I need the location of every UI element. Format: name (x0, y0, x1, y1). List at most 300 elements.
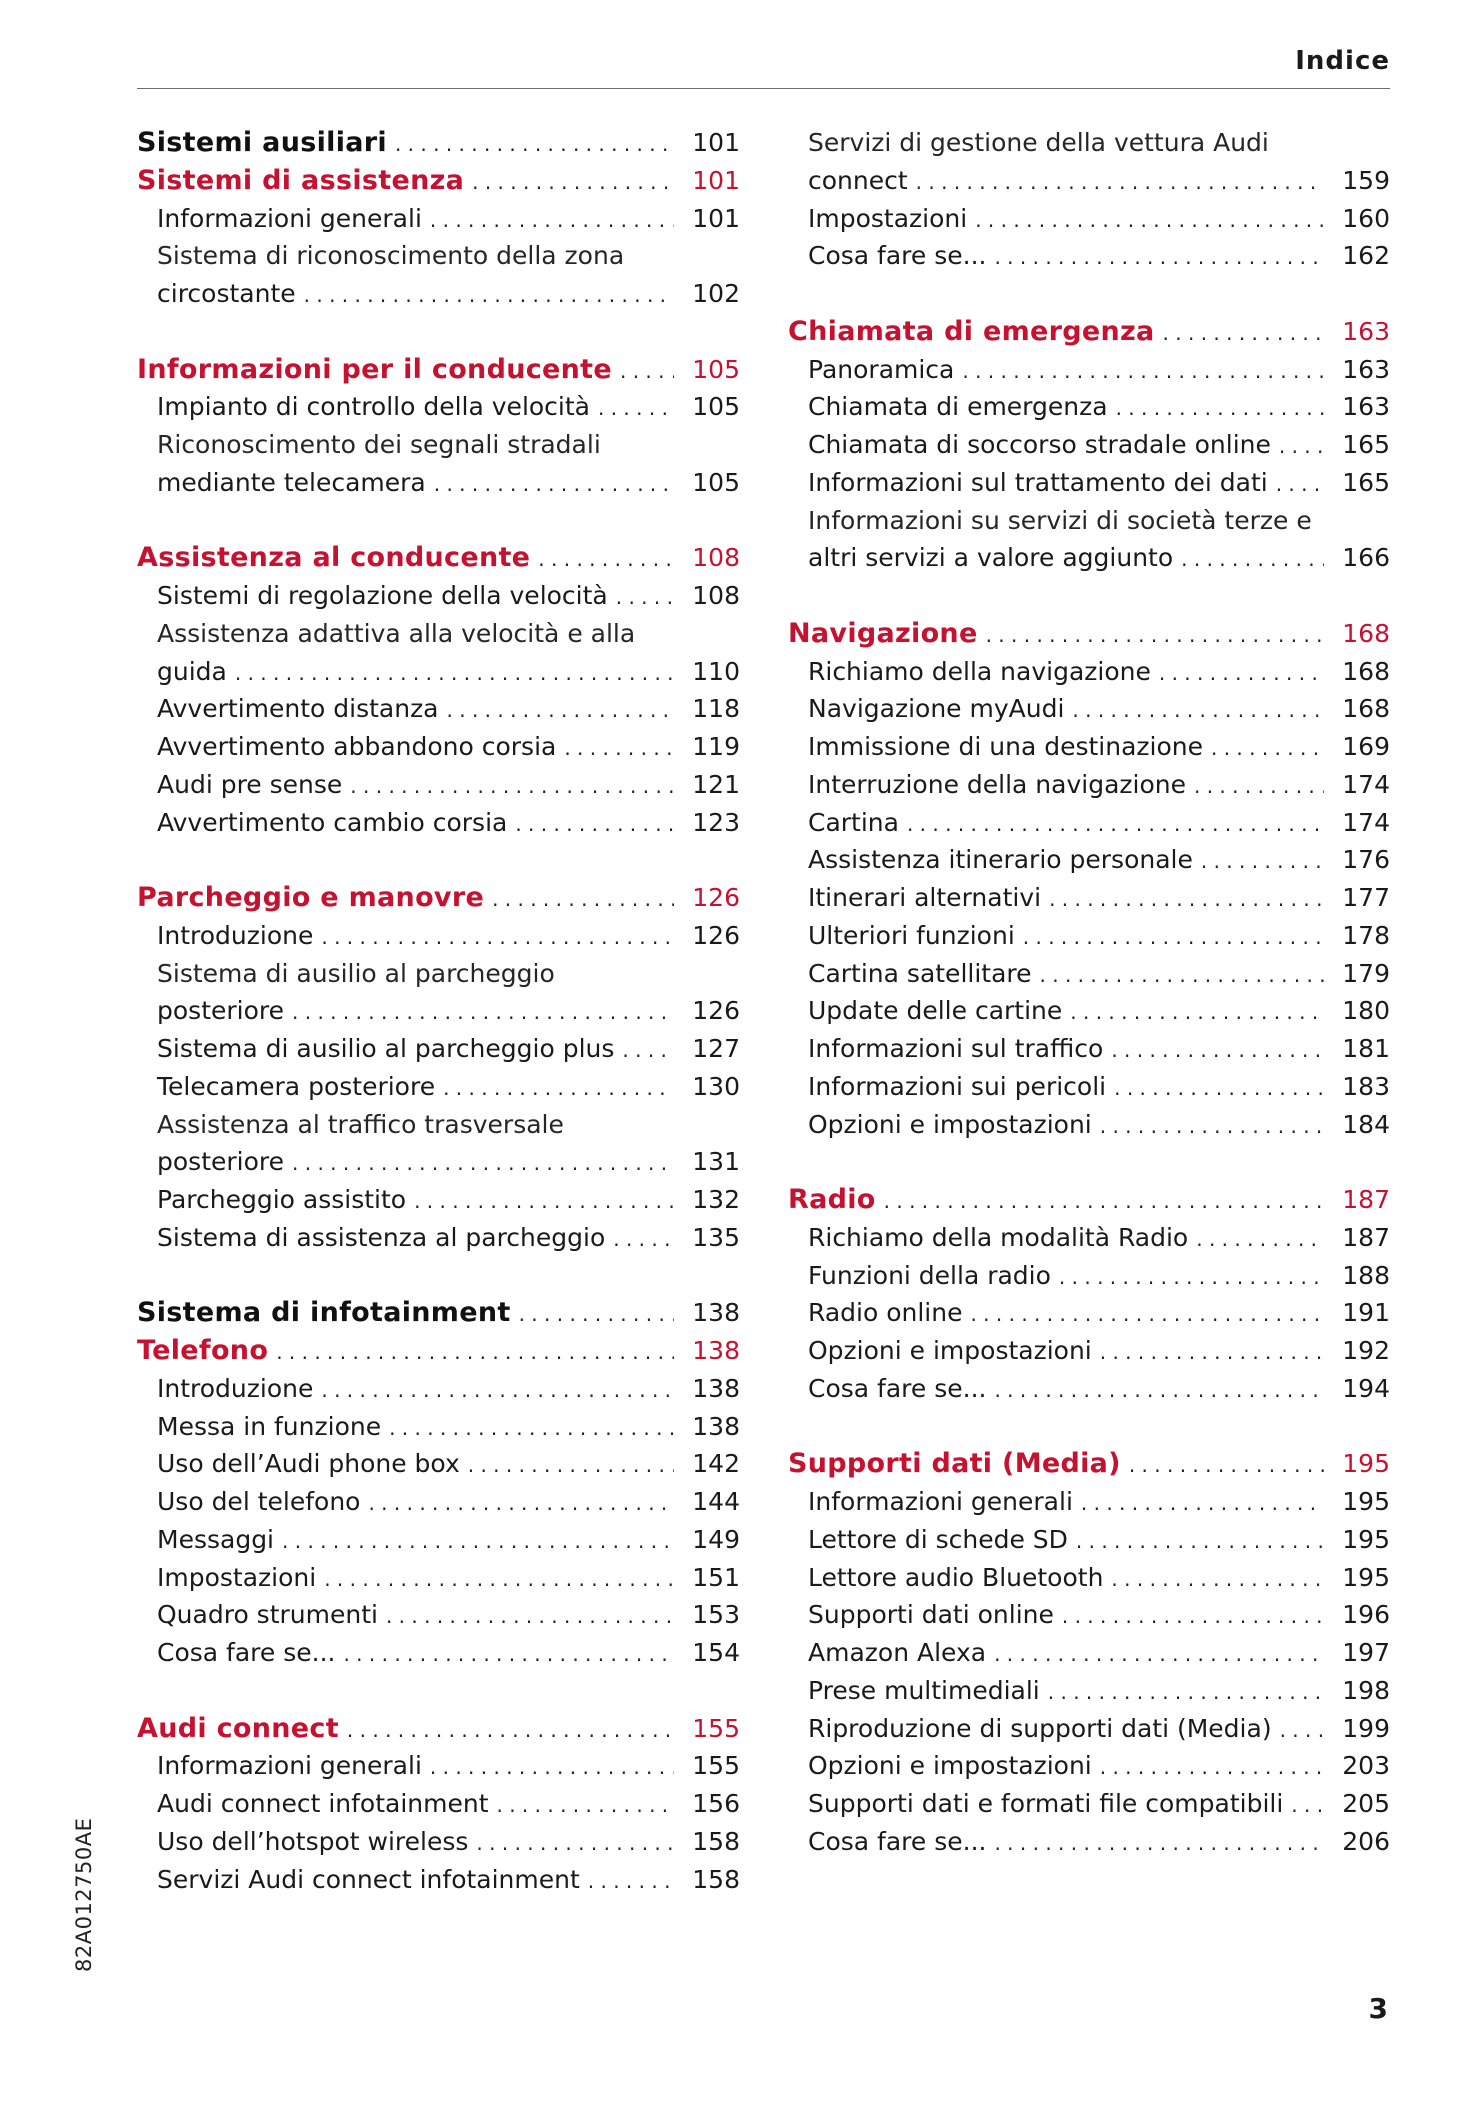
dot-leader (1072, 692, 1324, 730)
section-title: Audi connect (137, 1712, 339, 1744)
dot-leader (1100, 1108, 1324, 1146)
page-reference: 174 (1342, 769, 1390, 799)
toc-entry-continued (137, 955, 740, 993)
page-reference: 101 (692, 165, 740, 195)
toc-entry-label: Funzioni della radio (808, 1260, 1051, 1290)
dot-leader (235, 655, 674, 693)
toc-entry[interactable] (788, 841, 1390, 879)
toc-entry[interactable] (137, 1596, 740, 1634)
dot-leader (468, 1447, 674, 1485)
dot-leader (292, 1145, 674, 1183)
page-reference: 199 (1342, 1713, 1390, 1743)
dot-leader (304, 277, 674, 315)
dot-leader (492, 881, 674, 919)
dot-leader (916, 164, 1324, 202)
toc-entry-label: Opzioni e impostazioni (808, 1336, 1092, 1365)
dot-leader (368, 1485, 674, 1523)
toc-entry[interactable] (788, 162, 1390, 200)
toc-entry-label: Uso dell’Audi phone box (157, 1449, 460, 1479)
toc-entry[interactable] (137, 1785, 740, 1823)
page-reference: 163 (1342, 354, 1390, 384)
page-reference: 155 (692, 1751, 740, 1781)
page-reference: 165 (1342, 467, 1390, 497)
dot-leader (447, 692, 674, 730)
toc-entry-label: altri servizi a valore aggiunto (808, 543, 1174, 573)
toc-entry[interactable] (137, 992, 740, 1030)
toc-entry-continued (137, 237, 740, 275)
page-reference: 102 (692, 279, 740, 308)
section-title: Parcheggio e manovre (137, 882, 485, 913)
section-title: Radio (788, 1184, 876, 1215)
page-reference: 177 (1342, 883, 1390, 912)
toc-entry-label: Informazioni sui pericoli (808, 1071, 1107, 1101)
toc-entry-label: Servizi Audi connect infotainment (157, 1864, 580, 1894)
toc-entry-label: Ulteriori funzioni (808, 920, 1015, 950)
page-reference: 159 (1342, 165, 1390, 195)
toc-entry[interactable] (137, 200, 740, 238)
toc-section-heading[interactable] (137, 879, 740, 917)
page-reference: 205 (1342, 1789, 1390, 1818)
toc-entry-label: Itinerari alternativi (808, 883, 1042, 912)
dot-leader (1201, 843, 1324, 881)
dot-leader (907, 806, 1324, 844)
toc-section-heading[interactable] (137, 162, 740, 200)
toc-entry-label: Richiamo della navigazione (808, 656, 1151, 686)
toc-section-heading[interactable] (788, 1181, 1390, 1219)
page-reference: 169 (1342, 732, 1390, 761)
toc-section-heading[interactable] (137, 539, 740, 577)
toc-entry-label: Cosa fare se... (808, 241, 987, 271)
page-reference: 195 (1342, 1562, 1390, 1592)
dot-leader (324, 1561, 674, 1599)
toc-entry[interactable] (788, 237, 1390, 275)
page-reference: 138 (692, 1411, 740, 1441)
dot-leader (321, 1372, 674, 1410)
dot-leader (386, 1598, 674, 1636)
dot-leader (1276, 466, 1324, 504)
dot-leader (389, 1410, 674, 1448)
toc-entry[interactable] (137, 1747, 740, 1785)
dot-leader (443, 1070, 674, 1108)
page-reference: 194 (1342, 1373, 1390, 1403)
toc-entry-label: Cartina satellitare (808, 958, 1032, 988)
toc-entry[interactable] (137, 1143, 740, 1181)
page-reference: 178 (1342, 920, 1390, 950)
toc-entry-continued (788, 124, 1390, 162)
dot-leader (622, 1032, 674, 1070)
toc-entry[interactable] (137, 577, 740, 615)
dot-leader (343, 1636, 674, 1674)
page-reference: 180 (1342, 996, 1390, 1026)
toc-entry[interactable] (788, 1634, 1390, 1672)
dot-leader (1059, 1259, 1324, 1297)
dot-leader (975, 202, 1324, 240)
dot-leader (1279, 428, 1324, 466)
toc-entry-label: Impostazioni (157, 1562, 317, 1592)
toc-entry-continued (137, 1106, 740, 1144)
page-reference: 179 (1342, 958, 1390, 988)
section-title: Supporti dati (Media) (788, 1448, 1121, 1480)
dot-leader (1163, 315, 1324, 353)
dot-leader (1081, 1485, 1324, 1523)
toc-entry-label: Impianto di controllo della velocità (157, 392, 590, 422)
toc-entry[interactable] (788, 1332, 1390, 1370)
toc-entry[interactable] (788, 351, 1390, 389)
toc-entry[interactable] (788, 1370, 1390, 1408)
toc-entry-label: Sistemi di regolazione della velocità (157, 581, 608, 610)
toc-entry[interactable] (137, 388, 740, 426)
toc-entry[interactable] (788, 1596, 1390, 1634)
toc-entry-label: Sistema di riconoscimento della zona (157, 241, 625, 271)
toc-section-heading[interactable] (788, 313, 1390, 351)
dot-leader (598, 390, 674, 428)
toc-entry-label: Immissione di una destinazione (808, 732, 1203, 761)
dot-leader (476, 1825, 674, 1863)
toc-entry-label: Informazioni sul traffico (808, 1034, 1104, 1063)
dot-leader (588, 1863, 674, 1901)
toc-entry[interactable] (788, 1257, 1390, 1295)
toc-entry[interactable] (137, 1521, 740, 1559)
toc-entry-continued (137, 615, 740, 653)
dot-leader (519, 1296, 674, 1334)
dot-leader (321, 919, 674, 957)
dot-leader (276, 1334, 674, 1372)
toc-entry[interactable] (788, 690, 1390, 728)
page-reference: 126 (692, 883, 740, 912)
dot-leader (994, 1825, 1324, 1863)
dot-leader (1048, 1674, 1324, 1712)
toc-entry-label: Introduzione (157, 1373, 314, 1403)
toc-entry-label: mediante telecamera (157, 467, 426, 497)
header-divider (137, 88, 1390, 89)
page-reference: 191 (1342, 1298, 1390, 1328)
page-title: Indice (1295, 46, 1390, 76)
toc-entry[interactable] (137, 1030, 740, 1068)
dot-leader (414, 1183, 674, 1221)
toc-entry-label: Radio online (808, 1298, 963, 1328)
toc-entry-label: Sistema di ausilio al parcheggio plus (157, 1034, 615, 1063)
page-reference: 105 (692, 392, 740, 422)
toc-entry-label: Richiamo della modalità Radio (808, 1222, 1189, 1252)
toc-entry[interactable] (788, 766, 1390, 804)
dot-leader (616, 579, 674, 617)
toc-section-heading[interactable] (137, 1294, 740, 1332)
dot-leader (347, 1712, 674, 1750)
toc-entry-label: Messaggi (157, 1524, 275, 1554)
page-reference: 110 (692, 656, 740, 686)
toc-entry[interactable] (788, 1219, 1390, 1257)
page-reference: 187 (1342, 1185, 1390, 1214)
toc-entry[interactable] (137, 1634, 740, 1672)
toc-entry-label: Uso del telefono (157, 1487, 361, 1516)
toc-entry[interactable] (788, 1823, 1390, 1861)
toc-section-heading[interactable] (788, 615, 1390, 653)
dot-leader (1129, 1447, 1324, 1485)
toc-section-heading[interactable] (137, 1710, 740, 1748)
toc-entry-label: Lettore audio Bluetooth (808, 1562, 1104, 1592)
dot-leader (430, 1749, 674, 1787)
page-reference: 206 (1342, 1826, 1390, 1856)
toc-entry[interactable] (788, 1747, 1390, 1785)
page-reference: 105 (692, 354, 740, 384)
section-title: Sistemi di assistenza (137, 164, 465, 196)
page-reference: 195 (1342, 1524, 1390, 1554)
toc-entry[interactable] (788, 992, 1390, 1030)
page-reference: 138 (692, 1373, 740, 1403)
toc-entry-label: Avvertimento abbandono corsia (157, 732, 557, 761)
toc-entry[interactable] (788, 1030, 1390, 1068)
toc-entry-label: Quadro strumenti (157, 1600, 378, 1630)
page-reference: 158 (692, 1826, 740, 1856)
page-reference: 121 (692, 769, 740, 799)
toc-entry[interactable] (137, 1408, 740, 1446)
page-reference: 187 (1342, 1222, 1390, 1252)
toc-entry-label: Parcheggio assistito (157, 1185, 407, 1214)
toc-entry[interactable] (788, 1294, 1390, 1332)
dot-leader (538, 541, 674, 579)
toc-entry-label: Sistema di ausilio al parcheggio (157, 958, 555, 988)
toc-entry-label: Assistenza itinerario personale (808, 845, 1193, 875)
page-reference: 151 (692, 1562, 740, 1592)
toc-entry[interactable] (137, 1181, 740, 1219)
page-reference: 131 (692, 1147, 740, 1177)
page-reference: 105 (692, 467, 740, 497)
page-reference: 127 (692, 1034, 740, 1063)
toc-entry[interactable] (137, 1219, 740, 1257)
section-title: Informazioni per il conducente (137, 353, 612, 385)
toc-entry[interactable] (137, 1559, 740, 1597)
toc-entry-label: Servizi di gestione della vettura Audi (808, 128, 1269, 157)
page-reference: 154 (692, 1638, 740, 1667)
page-reference: 155 (692, 1713, 740, 1743)
toc-entry[interactable] (788, 388, 1390, 426)
toc-entry[interactable] (788, 879, 1390, 917)
page-reference: 165 (1342, 430, 1390, 459)
dot-leader (620, 353, 674, 391)
page-reference: 138 (692, 1336, 740, 1365)
dot-leader (1211, 730, 1324, 768)
toc-entry-continued (137, 426, 740, 464)
dot-leader (564, 730, 674, 768)
toc-entry-label: Assistenza al traffico trasversale (157, 1109, 564, 1139)
dot-leader (1114, 1070, 1324, 1108)
section-title: Chiamata di emergenza (788, 315, 1155, 347)
page-reference: 184 (1342, 1109, 1390, 1139)
toc-entry[interactable] (137, 728, 740, 766)
toc-entry-label: Sistema di assistenza al parcheggio (157, 1222, 606, 1252)
toc-entry-label: Introduzione (157, 920, 314, 950)
page-reference: 158 (692, 1864, 740, 1894)
toc-entry[interactable] (788, 728, 1390, 766)
page-reference: 174 (1342, 807, 1390, 837)
toc-entry[interactable] (137, 690, 740, 728)
document-code: 82A012750AE (72, 1817, 96, 1972)
toc-entry-label: Opzioni e impostazioni (808, 1751, 1092, 1781)
page-reference: 183 (1342, 1071, 1390, 1101)
section-title: Assistenza al conducente (137, 542, 531, 574)
toc-entry[interactable] (788, 1483, 1390, 1521)
toc-entry[interactable] (788, 1106, 1390, 1144)
page-reference: 144 (692, 1487, 740, 1516)
dot-leader (1070, 994, 1324, 1032)
page-reference: 101 (692, 128, 740, 157)
toc-entry[interactable] (788, 1672, 1390, 1710)
page-reference: 108 (692, 581, 740, 610)
dot-leader (1181, 541, 1324, 579)
toc-entry-label: Informazioni su servizi di società terze e (808, 505, 1312, 535)
toc-entry[interactable] (137, 766, 740, 804)
dot-leader (434, 466, 674, 504)
toc-entry-label: posteriore (157, 1147, 285, 1177)
toc-section-heading[interactable] (137, 1332, 740, 1370)
toc-entry[interactable] (137, 804, 740, 842)
page-reference: 153 (692, 1600, 740, 1630)
dot-leader (970, 1296, 1324, 1334)
toc-entry[interactable] (137, 1068, 740, 1106)
toc-entry[interactable] (137, 275, 740, 313)
toc-entry-label: Cosa fare se... (808, 1826, 987, 1856)
toc-entry[interactable] (788, 200, 1390, 238)
dot-leader (1023, 919, 1324, 957)
page-reference: 166 (1342, 543, 1390, 573)
toc-entry-label: Riconoscimento dei segnali stradali (157, 430, 601, 459)
dot-leader (994, 239, 1324, 277)
toc-entry-label: posteriore (157, 996, 285, 1026)
toc-entry[interactable] (137, 653, 740, 691)
dot-leader (986, 617, 1324, 655)
toc-section-heading[interactable] (788, 1445, 1390, 1483)
toc-entry[interactable] (137, 1483, 740, 1521)
dot-leader (1280, 1712, 1324, 1750)
dot-leader (1111, 1561, 1324, 1599)
section-title: Telefono (137, 1335, 269, 1366)
dot-leader (395, 126, 674, 164)
page-reference: 123 (692, 807, 740, 837)
page-reference: 101 (692, 203, 740, 233)
toc-entry-label: Impostazioni (808, 203, 968, 233)
toc-entry-label: Supporti dati online (808, 1600, 1054, 1630)
page-reference: 195 (1342, 1449, 1390, 1479)
toc-entry[interactable] (788, 1068, 1390, 1106)
toc-entry-label: Assistenza adattiva alla velocità e alla (157, 618, 636, 648)
toc-section-heading[interactable] (137, 351, 740, 389)
toc-entry[interactable] (788, 539, 1390, 577)
page-reference: 203 (1342, 1751, 1390, 1781)
page-reference: 168 (1342, 618, 1390, 648)
page-reference: 132 (692, 1185, 740, 1214)
toc-entry[interactable] (137, 464, 740, 502)
dot-leader (1116, 390, 1324, 428)
toc-entry[interactable] (137, 1370, 740, 1408)
section-title: Sistemi ausiliari (137, 127, 387, 158)
toc-entry-label: Navigazione myAudi (808, 694, 1065, 724)
section-title: Sistema di infotainment (137, 1297, 511, 1329)
page-reference: 126 (692, 996, 740, 1026)
toc-entry[interactable] (788, 955, 1390, 993)
toc-entry[interactable] (788, 426, 1390, 464)
toc-entry[interactable] (788, 804, 1390, 842)
toc-entry[interactable] (137, 1445, 740, 1483)
toc-entry-label: Avvertimento distanza (157, 694, 439, 724)
toc-entry-label: Update delle cartine (808, 996, 1063, 1026)
toc-entry-label: connect (808, 165, 908, 195)
page-reference: 196 (1342, 1600, 1390, 1630)
page-reference: 163 (1342, 316, 1390, 346)
toc-entry-label: Telecamera posteriore (157, 1071, 436, 1101)
page-reference: 118 (692, 694, 740, 724)
dot-leader (994, 1636, 1324, 1674)
toc-entry-label: Panoramica (808, 354, 955, 384)
dot-leader (1100, 1334, 1324, 1372)
toc-entry[interactable] (788, 917, 1390, 955)
dot-leader (282, 1523, 674, 1561)
toc-entry-label: Uso dell’hotspot wireless (157, 1826, 469, 1856)
toc-entry-label: Cartina (808, 807, 899, 837)
toc-entry[interactable] (788, 653, 1390, 691)
page-reference: 176 (1342, 845, 1390, 875)
dot-leader (430, 202, 674, 240)
dot-leader (1159, 655, 1324, 693)
page-reference: 197 (1342, 1638, 1390, 1667)
toc-entry-continued (788, 502, 1390, 540)
dot-leader (497, 1787, 675, 1825)
toc-entry-label: Cosa fare se... (157, 1638, 336, 1667)
toc-entry-label: Informazioni sul trattamento dei dati (808, 467, 1268, 497)
page-reference: 138 (692, 1298, 740, 1328)
dot-leader (1040, 957, 1324, 995)
toc-entry[interactable] (788, 1521, 1390, 1559)
toc-entry-label: Interruzione della navigazione (808, 769, 1186, 799)
page-reference: 156 (692, 1789, 740, 1818)
toc-entry[interactable] (788, 1559, 1390, 1597)
toc-entry[interactable] (137, 1861, 740, 1899)
toc-entry-label: Audi pre sense (157, 769, 343, 799)
dot-leader (1076, 1523, 1324, 1561)
section-title: Navigazione (788, 617, 978, 649)
toc-section-heading[interactable] (137, 124, 740, 162)
dot-leader (884, 1183, 1324, 1221)
toc-entry[interactable] (788, 1710, 1390, 1748)
page-reference: 168 (1342, 656, 1390, 686)
page-reference: 192 (1342, 1336, 1390, 1365)
dot-leader (350, 768, 674, 806)
page-reference: 168 (1342, 694, 1390, 724)
dot-leader (472, 164, 674, 202)
toc-entry-label: Opzioni e impostazioni (808, 1109, 1092, 1139)
toc-entry-label: Prese multimediali (808, 1675, 1040, 1705)
toc-entry-label: Riproduzione di supporti dati (Media) (808, 1713, 1272, 1743)
toc-entry[interactable] (788, 464, 1390, 502)
dot-leader (1100, 1749, 1324, 1787)
page-reference: 126 (692, 920, 740, 950)
toc-entry-label: Informazioni generali (157, 1751, 422, 1781)
toc-entry[interactable] (788, 1785, 1390, 1823)
dot-leader (613, 1221, 674, 1259)
page-reference: 142 (692, 1449, 740, 1479)
dot-leader (1196, 1221, 1324, 1259)
toc-entry-label: Chiamata di emergenza (808, 392, 1108, 422)
toc-entry-label: Supporti dati e formati file compatibili (808, 1789, 1284, 1818)
toc-entry-label: Messa in funzione (157, 1411, 382, 1441)
toc-entry-label: Amazon Alexa (808, 1638, 987, 1667)
toc-column-left (137, 124, 740, 1898)
toc-entry-label: circostante (157, 279, 296, 308)
dot-leader (994, 1372, 1324, 1410)
toc-entry[interactable] (137, 917, 740, 955)
toc-entry-label: Chiamata di soccorso stradale online (808, 430, 1271, 459)
toc-entry[interactable] (137, 1823, 740, 1861)
toc-entry-label: Avvertimento cambio corsia (157, 807, 508, 837)
